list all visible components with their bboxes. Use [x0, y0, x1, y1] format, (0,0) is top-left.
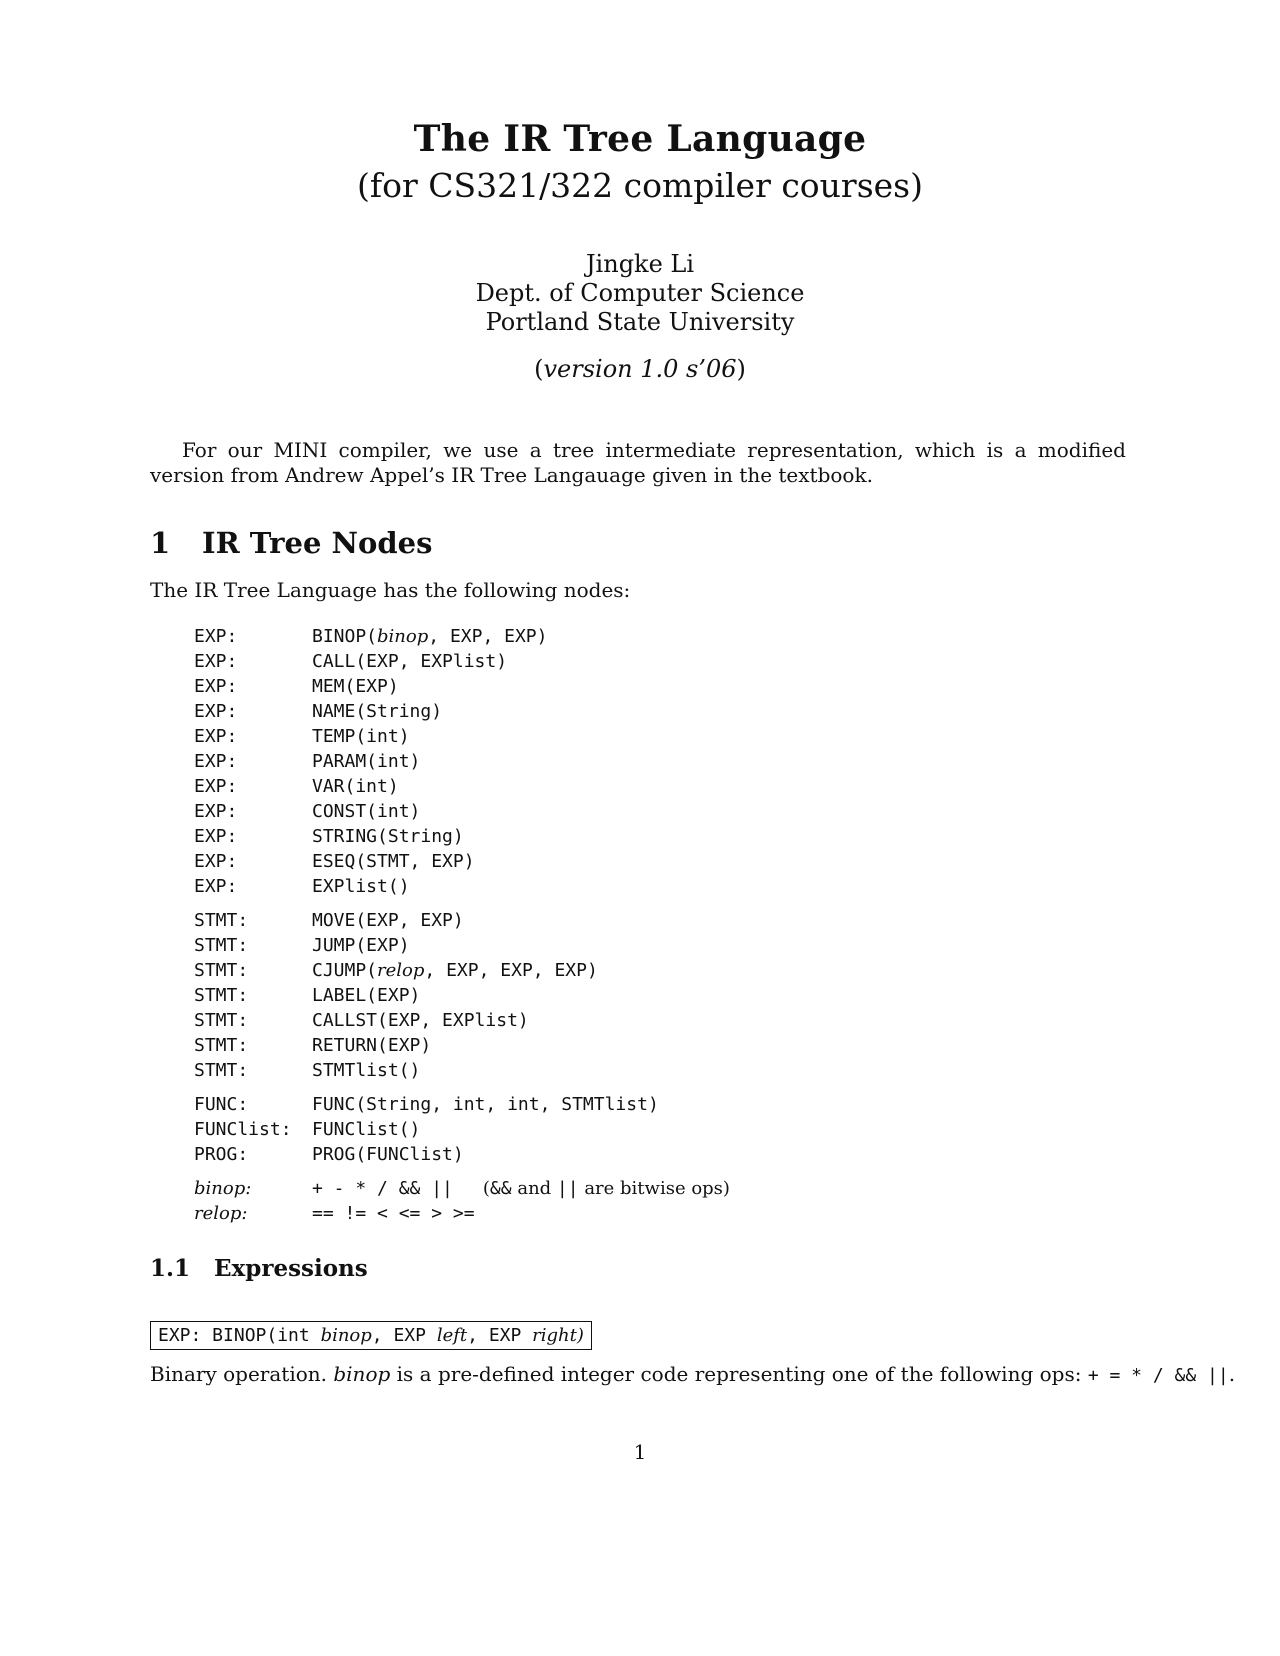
desc-part: Binary operation.: [150, 1362, 334, 1386]
grammar-row: [194, 933, 730, 958]
section-intro: The IR Tree Language has the following nodes:: [150, 578, 631, 602]
grammar-lhs: STMT:: [194, 960, 249, 981]
grammar-rhs: ESEQ(STMT, EXP): [312, 851, 475, 872]
grammar-lhs: EXP:: [194, 801, 238, 822]
grammar-row: [194, 1142, 730, 1167]
note-part: are bitwise ops): [578, 1178, 730, 1199]
grammar-rhs: EXPlist(): [312, 876, 410, 897]
grammar-rhs: JUMP(EXP): [312, 935, 410, 956]
sig-part: , EXP: [371, 1325, 437, 1346]
subsection-number: 1.1: [150, 1255, 191, 1282]
page-number: 1: [633, 1440, 647, 1464]
grammar-lhs: EXP:: [194, 626, 238, 647]
grammar-row: [194, 908, 730, 933]
binop-signature-box: [150, 1321, 592, 1350]
relop-list: == != < <= > >=: [312, 1203, 475, 1224]
author-name: Jingke Li: [585, 250, 695, 278]
sig-italic: left: [436, 1325, 468, 1346]
section-title: IR Tree Nodes: [202, 526, 433, 560]
subsection-heading: [150, 1255, 368, 1282]
version-line: [0, 355, 1280, 383]
grammar-row: [194, 799, 730, 824]
note-op: ||: [556, 1178, 579, 1199]
author-block: [0, 250, 1280, 337]
grammar-lhs: EXP:: [194, 826, 238, 847]
grammar-row: [194, 774, 730, 799]
grammar-rhs: [312, 958, 598, 983]
grammar-lhs: PROG:: [194, 1144, 249, 1165]
grammar-lhs: FUNC:: [194, 1094, 249, 1115]
rhs-part: BINOP(: [312, 626, 378, 647]
grammar-row: [194, 624, 730, 649]
grammar-lhs: STMT:: [194, 1010, 249, 1031]
rhs-italic: binop: [377, 626, 429, 647]
grammar-rhs: MOVE(EXP, EXP): [312, 910, 464, 931]
grammar-lhs: STMT:: [194, 935, 249, 956]
grammar-row: [194, 849, 730, 874]
sig-italic: right: [532, 1325, 577, 1346]
grammar-rhs: CALLST(EXP, EXPlist): [312, 1010, 529, 1031]
sig-part: , EXP: [467, 1325, 533, 1346]
grammar-row: [194, 674, 730, 699]
grammar-rhs: RETURN(EXP): [312, 1035, 432, 1056]
grammar-lhs: relop:: [194, 1203, 248, 1224]
grammar-row: [194, 1117, 730, 1142]
grammar-rhs: FUNClist(): [312, 1119, 421, 1140]
section-heading: [150, 526, 432, 560]
grammar-lhs: EXP:: [194, 676, 238, 697]
grammar-row: [194, 749, 730, 774]
binop-list: + - * / && ||: [312, 1178, 453, 1199]
binop-description: [150, 1362, 1235, 1386]
grammar-row: [194, 1058, 730, 1083]
grammar-row: [194, 724, 730, 749]
grammar-rhs: PARAM(int): [312, 751, 421, 772]
grammar-lhs: STMT:: [194, 1060, 249, 1081]
rhs-part: , EXP, EXP): [428, 626, 548, 647]
sig-part: ): [576, 1325, 584, 1346]
grammar-row: [194, 824, 730, 849]
grammar-row: [194, 1201, 730, 1226]
version-text: version 1.0 s’06: [543, 355, 737, 383]
subsection-title: Expressions: [214, 1255, 368, 1282]
rhs-italic: relop: [377, 960, 425, 981]
abstract-paragraph: For our MINI compiler, we use a tree intermediate representation, which is a modified version from Andrew Appel’s IR Tree Langauage given in the textbook.: [150, 438, 1126, 487]
grammar-row: [194, 983, 730, 1008]
grammar-rhs: TEMP(int): [312, 726, 410, 747]
grammar-rhs: PROG(FUNClist): [312, 1144, 464, 1165]
author-dept: Dept. of Computer Science: [475, 279, 805, 307]
note-op: &&: [489, 1178, 512, 1199]
grammar-rhs: [312, 624, 547, 649]
desc-ops: + = * / && ||: [1087, 1365, 1229, 1386]
grammar-table: [194, 624, 730, 1226]
desc-italic: binop: [333, 1362, 391, 1386]
grammar-rhs: FUNC(String, int, int, STMTlist): [312, 1094, 659, 1115]
grammar-lhs: EXP:: [194, 751, 238, 772]
author-university: Portland State University: [485, 308, 795, 336]
grammar-rhs: NAME(String): [312, 701, 443, 722]
grammar-row: [194, 874, 730, 899]
grammar-lhs: EXP:: [194, 651, 238, 672]
grammar-lhs: binop:: [194, 1178, 252, 1199]
grammar-rhs: CALL(EXP, EXPlist): [312, 651, 508, 672]
document-subtitle: (for CS321/322 compiler courses): [357, 166, 923, 205]
grammar-rhs: LABEL(EXP): [312, 985, 421, 1006]
grammar-lhs: EXP:: [194, 851, 238, 872]
grammar-rhs: MEM(EXP): [312, 676, 399, 697]
grammar-row: [194, 1008, 730, 1033]
grammar-lhs: EXP:: [194, 701, 238, 722]
version-close: ): [736, 355, 746, 383]
grammar-row: [194, 699, 730, 724]
grammar-row: [194, 1092, 730, 1117]
rhs-part: , EXP, EXP, EXP): [424, 960, 598, 981]
sig-italic: binop: [320, 1325, 372, 1346]
grammar-lhs: FUNClist:: [194, 1119, 292, 1140]
grammar-rhs: CONST(int): [312, 801, 421, 822]
document-title: The IR Tree Language: [413, 118, 867, 160]
note-part: (: [482, 1178, 490, 1199]
grammar-row: [194, 649, 730, 674]
section-number: 1: [150, 526, 171, 560]
grammar-row: [194, 1033, 730, 1058]
desc-part: is a pre-defined integer code representing one of the following ops:: [390, 1362, 1088, 1386]
grammar-lhs: EXP:: [194, 776, 238, 797]
version-open: (: [534, 355, 544, 383]
note-part: and: [511, 1178, 557, 1199]
sig-part: EXP: BINOP(int: [158, 1325, 321, 1346]
grammar-rhs: STRING(String): [312, 826, 464, 847]
rhs-part: CJUMP(: [312, 960, 378, 981]
grammar-lhs: STMT:: [194, 910, 249, 931]
grammar-rhs: VAR(int): [312, 776, 399, 797]
grammar-lhs: EXP:: [194, 876, 238, 897]
grammar-lhs: EXP:: [194, 726, 238, 747]
grammar-rhs: STMTlist(): [312, 1060, 421, 1081]
grammar-lhs: STMT:: [194, 1035, 249, 1056]
desc-part: .: [1228, 1362, 1236, 1386]
grammar-row: [194, 1176, 730, 1201]
bitwise-note: [483, 1178, 730, 1199]
grammar-lhs: STMT:: [194, 985, 249, 1006]
grammar-row: [194, 958, 730, 983]
